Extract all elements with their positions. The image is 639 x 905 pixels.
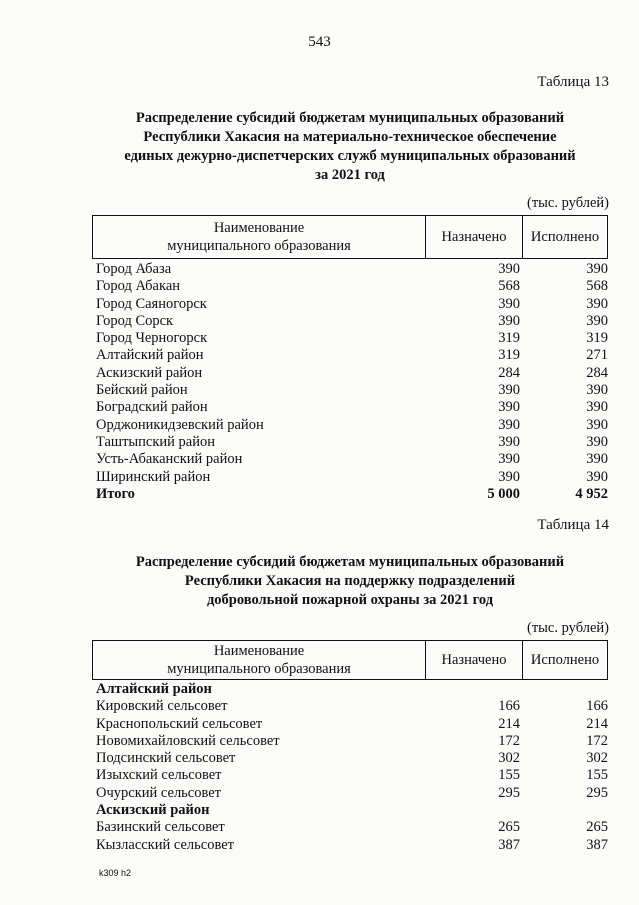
row-name: Город Абакан <box>96 278 181 295</box>
row-assigned: 390 <box>498 382 520 399</box>
table-row <box>96 347 608 364</box>
footer-code: k309 h2 <box>99 868 132 878</box>
row-executed: 172 <box>586 732 608 749</box>
table-13-header <box>92 215 608 259</box>
table-row <box>96 330 608 347</box>
row-executed: 390 <box>586 468 608 485</box>
table-row <box>96 837 608 854</box>
header-name-cell <box>93 641 426 679</box>
row-name: Очурский сельсовет <box>96 784 222 801</box>
row-executed: 295 <box>586 784 608 801</box>
row-name: Кировский сельсовет <box>96 698 228 715</box>
title-line: Республики Хакасия на поддержку подразделений <box>184 573 516 589</box>
table-13-units: (тыс. рублей) <box>527 195 609 211</box>
row-name: Краснопольский сельсовет <box>96 715 263 732</box>
header-name-line1: Наименование <box>213 220 305 236</box>
row-assigned: 390 <box>498 451 520 468</box>
row-executed: 166 <box>586 698 608 715</box>
table-14-units: (тыс. рублей) <box>527 620 609 636</box>
header-name-cell <box>93 216 426 258</box>
table-row <box>96 451 608 468</box>
title-line: за 2021 год <box>315 167 385 183</box>
row-executed: 390 <box>586 261 608 277</box>
table-row <box>96 278 608 295</box>
total-row <box>96 486 608 503</box>
header-executed: Исполнено <box>530 229 600 245</box>
row-name: Орджоникидзевский район <box>96 416 264 433</box>
total-label: Итого <box>96 485 135 502</box>
table-13-body <box>96 261 608 503</box>
row-executed: 390 <box>586 433 608 450</box>
table-row <box>96 785 608 802</box>
row-executed: 265 <box>586 819 608 836</box>
row-assigned: 319 <box>498 347 520 364</box>
row-name: Город Абаза <box>96 261 172 277</box>
title-line: Распределение субсидий бюджетам муниципальных образований <box>135 110 565 126</box>
header-name-line2: муниципального образования <box>167 661 351 677</box>
group-name: Алтайский район <box>96 681 212 697</box>
table-row <box>96 819 608 836</box>
row-executed: 568 <box>586 278 608 295</box>
table-row <box>96 417 608 434</box>
row-name: Город Саяногорск <box>96 295 207 312</box>
table-row <box>96 296 608 313</box>
header-assigned: Назначено <box>426 641 523 679</box>
table-14-label: Таблица 14 <box>537 517 609 533</box>
row-assigned: 390 <box>498 261 520 277</box>
table-14-body <box>96 681 608 854</box>
table-row <box>96 733 608 750</box>
row-executed: 390 <box>586 451 608 468</box>
row-assigned: 302 <box>498 750 520 767</box>
row-name: Боградский район <box>96 399 208 416</box>
row-assigned: 390 <box>498 312 520 329</box>
row-assigned: 390 <box>498 399 520 416</box>
row-executed: 390 <box>586 416 608 433</box>
header-name-line1: Наименование <box>213 643 305 659</box>
header-name-line2: муниципального образования <box>167 238 351 254</box>
total-assigned: 5 000 <box>487 485 520 502</box>
row-assigned: 387 <box>498 836 520 853</box>
row-executed: 387 <box>586 836 608 853</box>
table-row <box>96 750 608 767</box>
row-assigned: 390 <box>498 433 520 450</box>
table-row <box>96 698 608 715</box>
row-executed: 390 <box>586 382 608 399</box>
table-13-label: Таблица 13 <box>537 74 609 90</box>
row-executed: 390 <box>586 399 608 416</box>
row-name: Бейский район <box>96 382 188 399</box>
table-row <box>96 261 608 278</box>
row-name: Усть-Абаканский район <box>96 451 243 468</box>
group-name: Аскизский район <box>96 802 210 819</box>
table-row <box>96 313 608 330</box>
table-13-title <box>60 109 639 185</box>
row-assigned: 166 <box>498 698 520 715</box>
title-line: Республики Хакасия на материально-техническое обеспечение <box>143 129 557 145</box>
row-executed: 390 <box>586 295 608 312</box>
row-name: Город Черногорск <box>96 330 208 347</box>
table-14-header <box>92 640 608 680</box>
row-name: Подсинский сельсовет <box>96 750 236 767</box>
row-executed: 271 <box>586 347 608 364</box>
table-row <box>96 382 608 399</box>
title-line: добровольной пожарной охраны за 2021 год <box>206 592 494 608</box>
row-assigned: 265 <box>498 819 520 836</box>
row-executed: 390 <box>586 312 608 329</box>
row-executed: 214 <box>586 715 608 732</box>
row-assigned: 295 <box>498 784 520 801</box>
row-executed: 284 <box>586 364 608 381</box>
title-line: единых дежурно-диспетчерских служб муниципальных образований <box>124 148 576 164</box>
table-row <box>96 767 608 784</box>
row-assigned: 390 <box>498 468 520 485</box>
row-executed: 302 <box>586 750 608 767</box>
row-executed: 155 <box>586 767 608 784</box>
row-assigned: 390 <box>498 416 520 433</box>
table-row <box>96 469 608 486</box>
page-number: 543 <box>308 34 331 50</box>
row-name: Таштыпский район <box>96 433 216 450</box>
row-assigned: 390 <box>498 295 520 312</box>
total-executed: 4 952 <box>575 485 608 502</box>
table-row <box>96 365 608 382</box>
row-executed: 319 <box>586 330 608 347</box>
row-name: Аскизский район <box>96 364 203 381</box>
row-assigned: 172 <box>498 732 520 749</box>
row-name: Ширинский район <box>96 468 211 485</box>
table-row <box>96 716 608 733</box>
row-name: Новомихайловский сельсовет <box>96 732 280 749</box>
row-assigned: 284 <box>498 364 520 381</box>
table-14-title <box>60 553 639 610</box>
row-name: Базинский сельсовет <box>96 819 225 836</box>
row-name: Кызласский сельсовет <box>96 836 234 853</box>
group-heading <box>96 681 608 698</box>
row-assigned: 319 <box>498 330 520 347</box>
row-name: Алтайский район <box>96 347 204 364</box>
row-assigned: 214 <box>498 715 520 732</box>
row-assigned: 568 <box>498 278 520 295</box>
row-name: Изыхский сельсовет <box>96 767 222 784</box>
header-executed: Исполнено <box>530 652 600 668</box>
row-name: Город Сорск <box>96 312 174 329</box>
group-heading <box>96 802 608 819</box>
title-line: Распределение субсидий бюджетам муниципальных образований <box>135 554 565 570</box>
row-assigned: 155 <box>498 767 520 784</box>
header-assigned: Назначено <box>426 216 523 258</box>
table-row <box>96 399 608 416</box>
table-row <box>96 434 608 451</box>
